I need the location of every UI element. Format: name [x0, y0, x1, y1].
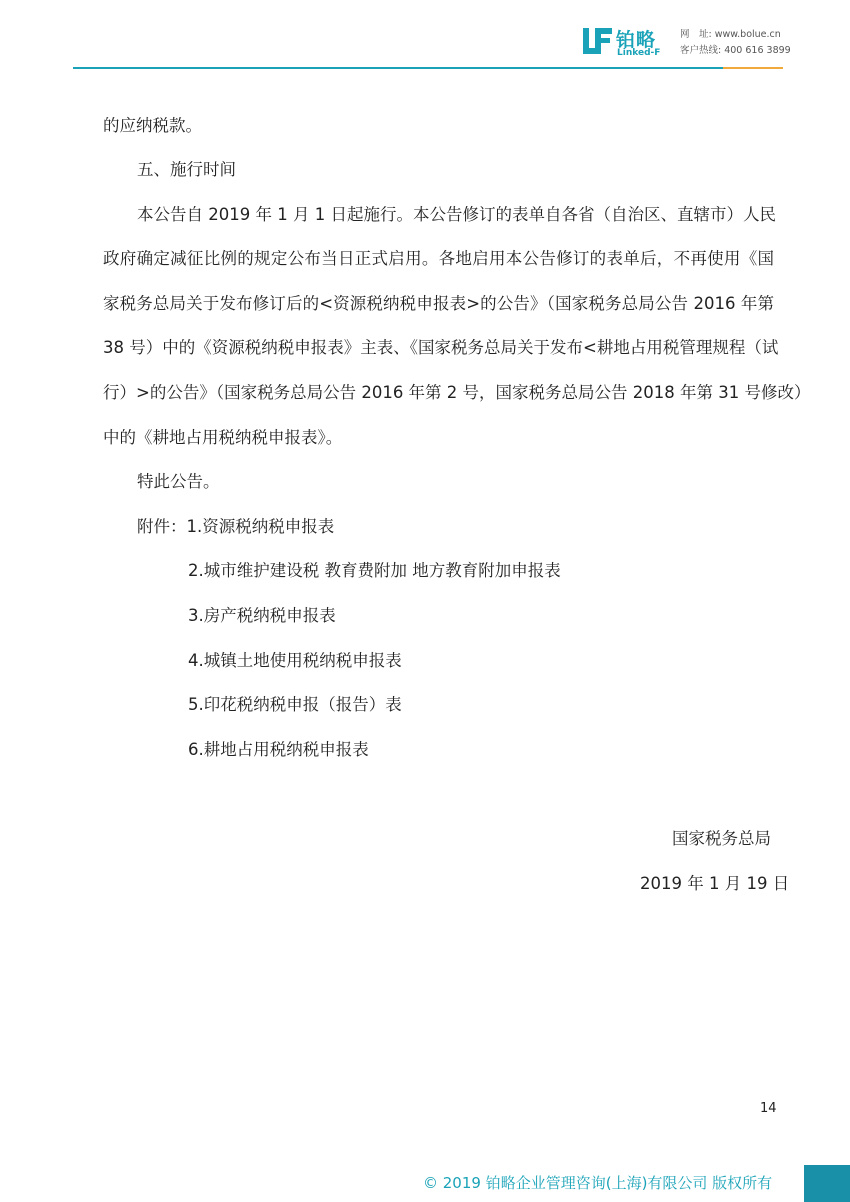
logo-mark-icon	[583, 26, 613, 56]
page-number: 14	[760, 1101, 777, 1116]
attachment-item: 3.房产税纳税申报表	[188, 606, 336, 625]
logo-english-text: Linked-F	[617, 48, 661, 58]
closing-text: 特此公告。	[137, 472, 220, 491]
website-text: 网 址: www.bolue.cn	[680, 29, 781, 40]
paragraph-line: 38 号）中的《资源税纳税申报表》主表、《国家税务总局关于发布<耕地占用税管理规程（试	[103, 338, 779, 357]
logo-chinese-text: 铂略	[616, 29, 657, 51]
continuation-text: 的应纳税款。	[103, 116, 202, 135]
attachment-item: 2.城市维护建设税 教育费附加 地方教育附加申报表	[188, 561, 561, 580]
section-title: 五、施行时间	[137, 160, 236, 179]
attachment-item: 附件：1.资源税纳税申报表	[137, 517, 335, 536]
paragraph-line: 中的《耕地占用税纳税申报表》。	[103, 428, 343, 447]
issue-date: 2019 年 1 月 19 日	[640, 874, 790, 893]
paragraph-line: 家税务总局关于发布修订后的<资源税纳税申报表>的公告》（国家税务总局公告 2016 年第	[103, 294, 774, 313]
paragraph-line: 行）>的公告》（国家税务总局公告 2016 年第 2 号，国家税务总局公告 2018 年第 31 号修改）	[103, 383, 811, 402]
header-contact	[680, 27, 791, 59]
header-divider-accent	[723, 67, 783, 69]
attachment-item: 6.耕地占用税纳税申报表	[188, 740, 369, 759]
attachment-item: 5.印花税纳税申报（报告）表	[188, 695, 402, 714]
company-logo	[583, 26, 679, 60]
hotline-text: 客户热线: 400 616 3899	[680, 45, 791, 56]
footer-color-block	[804, 1165, 850, 1202]
header-divider	[73, 67, 783, 69]
paragraph-line: 政府确定减征比例的规定公布当日正式启用。各地启用本公告修订的表单后，不再使用《国	[103, 249, 774, 268]
issuer-name: 国家税务总局	[672, 829, 771, 848]
paragraph-line: 本公告自 2019 年 1 月 1 日起施行。本公告修订的表单自各省（自治区、直辖市）人民	[137, 205, 776, 224]
attachment-item: 4.城镇土地使用税纳税申报表	[188, 651, 402, 670]
copyright-text: © 2019 铂略企业管理咨询(上海)有限公司 版权所有	[423, 1174, 773, 1192]
